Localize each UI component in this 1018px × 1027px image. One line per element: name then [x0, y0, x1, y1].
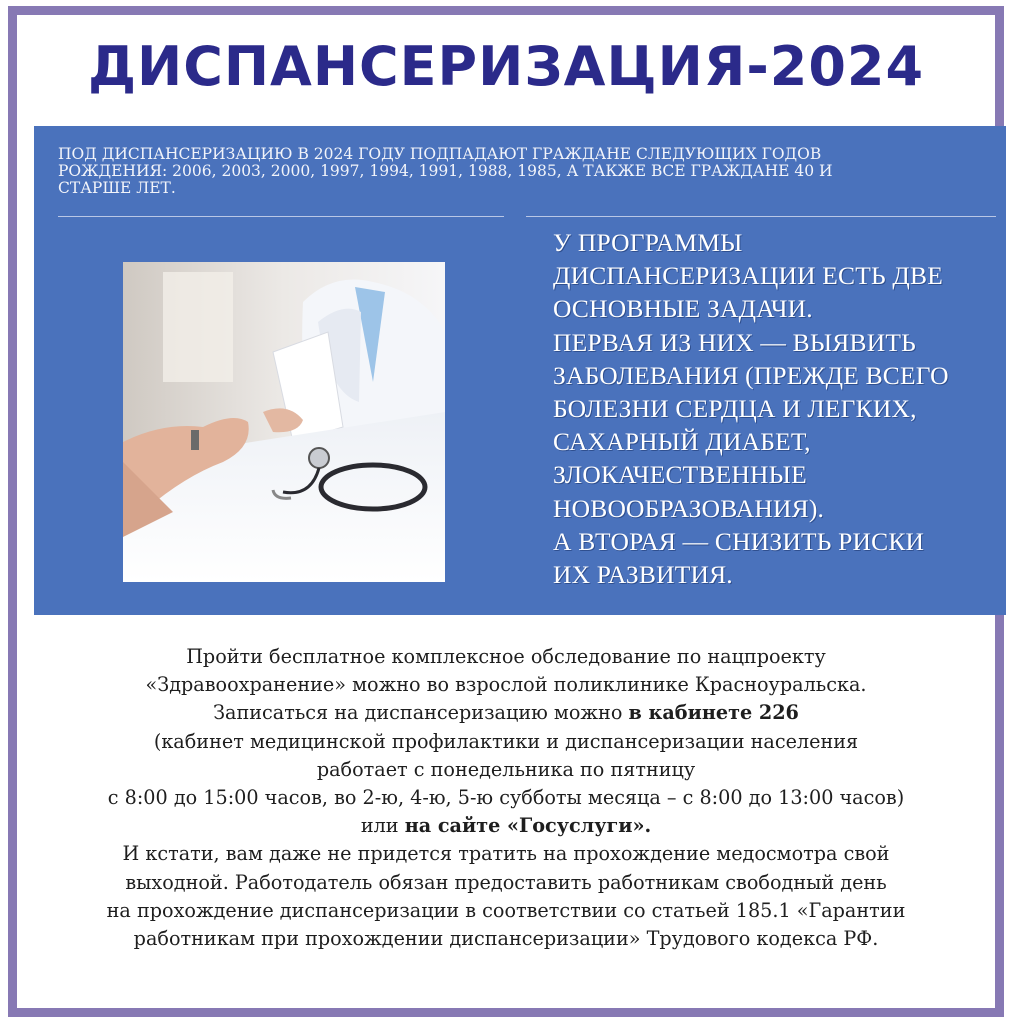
info-panel [34, 126, 1006, 615]
cabinet-number: в кабинете 226 [628, 701, 799, 725]
tasks-line: ЗЛОКАЧЕСТВЕННЫЕ [553, 460, 807, 490]
bottom-line [17, 812, 995, 840]
intro-text [58, 146, 938, 197]
tasks-line: БОЛЕЗНИ СЕРДЦА И ЛЕГКИХ, [553, 394, 917, 424]
intro-line: РОЖДЕНИЯ: 2006, 2003, 2000, 1997, 1994, 1991, 1988, 1985, А ТАКЖЕ ВСЕ ГРАЖДАНЕ 40 И [58, 162, 833, 180]
doctor-consultation-photo [123, 262, 445, 582]
bottom-line [17, 699, 995, 727]
bottom-line: работает с понедельника по пятницу [316, 757, 696, 781]
tasks-line: ИХ РАЗВИТИЯ. [553, 560, 733, 590]
tasks-line: ОСНОВНЫЕ ЗАДАЧИ. [553, 294, 813, 324]
tasks-text [553, 226, 1003, 591]
bottom-line: «Здравоохранение» можно во взрослой поликлинике Красноуральска. [145, 673, 867, 697]
gosuslugi-reference: на сайте «Госуслуги». [404, 814, 652, 838]
bottom-line-text: или [360, 814, 405, 838]
poster-frame [8, 6, 1004, 1017]
bottom-line: Пройти бесплатное комплексное обследование по нацпроекту [186, 645, 826, 668]
intro-line: СТАРШЕ ЛЕТ. [58, 179, 176, 197]
page-title: ДИСПАНСЕРИЗАЦИЯ-2024 [87, 35, 925, 98]
tasks-line: У ПРОГРАММЫ [553, 228, 743, 257]
divider-left [58, 216, 504, 217]
bottom-line: И кстати, вам даже не придется тратить на прохождение медосмотра свой [122, 842, 890, 866]
divider-right [526, 216, 996, 217]
tasks-line: ЗАБОЛЕВАНИЯ (ПРЕЖДЕ ВСЕГО [553, 360, 949, 390]
bottom-line: на прохождение диспансеризации в соответствии со статьей 185.1 «Гарантии [106, 898, 906, 922]
tasks-line: А ВТОРАЯ — СНИЗИТЬ РИСКИ [553, 526, 925, 556]
tasks-line: НОВООБРАЗОВАНИЯ). [553, 493, 825, 523]
bottom-text [17, 643, 995, 953]
tasks-line: САХАРНЫЙ ДИАБЕТ, [553, 427, 811, 457]
intro-line: ПОД ДИСПАНСЕРИЗАЦИЮ В 2024 ГОДУ ПОДПАДАЮТ ГРАЖДАНЕ СЛЕДУЮЩИХ ГОДОВ [58, 145, 822, 163]
bottom-line: с 8:00 до 15:00 часов, во 2-ю, 4-ю, 5-ю субботы месяца – с 8:00 до 13:00 часов) [107, 786, 905, 810]
tasks-line: ПЕРВАЯ ИЗ НИХ — ВЫЯВИТЬ [553, 327, 916, 357]
bottom-line: работникам при прохождении диспансеризации» Трудового кодекса РФ. [133, 927, 879, 951]
bottom-line: выходной. Работодатель обязан предоставить работникам свободный день [125, 870, 887, 894]
tasks-line: ДИСПАНСЕРИЗАЦИИ ЕСТЬ ДВЕ [553, 261, 944, 291]
bottom-line: (кабинет медицинской профилактики и диспансеризации населения [153, 729, 859, 753]
bottom-line-text: Записаться на диспансеризацию можно [213, 701, 629, 725]
